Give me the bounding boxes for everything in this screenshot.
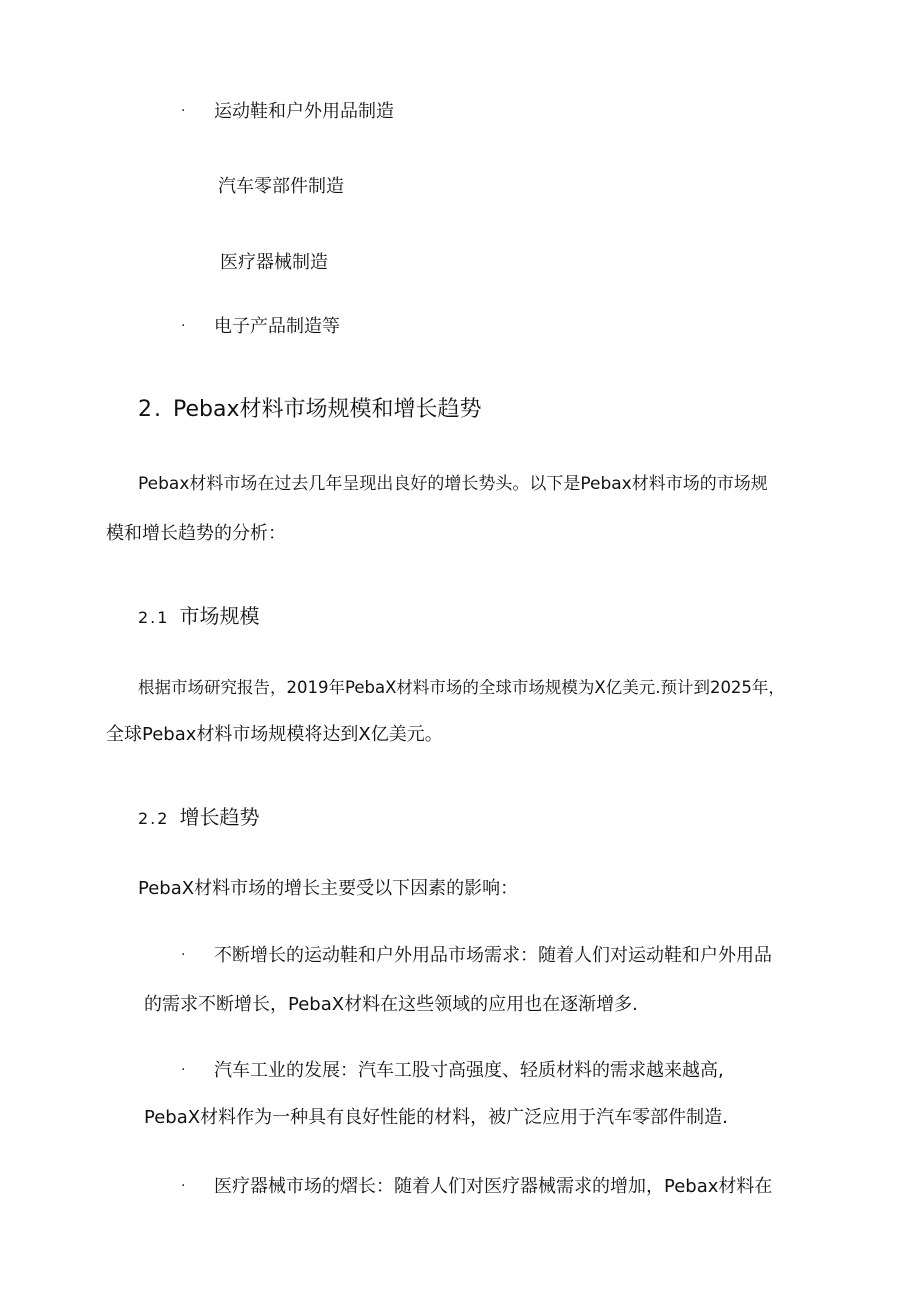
factor-2-line-1: 汽车工业的发展：汽车工股寸高强度、轻质材料的需求越来越高, — [214, 1060, 724, 1081]
section-2-intro-line-1: Pebax材料市场在过去几年呈现出良好的增长势头。以下是Pebax材料市场的市场规 — [138, 474, 768, 494]
section-2-2-heading — [138, 803, 259, 833]
section-title: 增长趋势 — [179, 805, 260, 829]
section-2-intro-line-2: 模和增长趋势的分析： — [106, 523, 286, 544]
list-bullet: · — [181, 947, 186, 963]
factor-3-line-1: 医疗器械市场的熠长：随着人们对医疗器械需求的增加，Pebax材料在 — [214, 1176, 773, 1197]
factor-1-line-2: 的需求不断增长，PebaX材料在这些领域的应用也在逐渐增多. — [144, 994, 638, 1015]
list-item-electronics: 电子产品制造等 — [214, 316, 340, 337]
section-2-2-intro: PebaX材料市场的增长主要受以下因素的影响： — [138, 878, 519, 899]
section-number: 2.2 — [138, 809, 170, 828]
list-bullet: · — [181, 318, 186, 334]
list-item-sports-shoes: 运动鞋和户外用品制造 — [214, 101, 394, 122]
section-title: Pebax材料市场规模和增长趋势 — [173, 397, 482, 422]
section-2-1-heading — [138, 602, 259, 632]
list-item-medical-devices: 医疗器械制造 — [220, 252, 328, 273]
list-item-auto-parts: 汽车零部件制造 — [218, 176, 344, 197]
list-bullet: · — [181, 103, 186, 119]
section-number: 2. — [138, 397, 163, 422]
list-bullet: · — [181, 1178, 186, 1194]
section-2-heading — [138, 395, 481, 425]
list-bullet: · — [181, 1062, 186, 1078]
section-title: 市场规模 — [179, 604, 260, 628]
factor-1-line-1: 不断增长的运动鞋和户外用品市场需求：随着人们对运动鞋和户外用品 — [214, 945, 772, 966]
section-2-1-para-line-2: 全球Pebax材料市场规模将达到X亿美元。 — [106, 724, 443, 745]
factor-2-line-2: PebaX材料作为一种具有良好性能的材料，被广泛应用于汽车零部件制造. — [144, 1107, 728, 1128]
section-number: 2.1 — [138, 608, 170, 627]
section-2-1-para-line-1: 根据市场研究报告，2019年PebaX材料市场的全球市场规模为X亿美元.预计到2025年， — [138, 678, 785, 697]
